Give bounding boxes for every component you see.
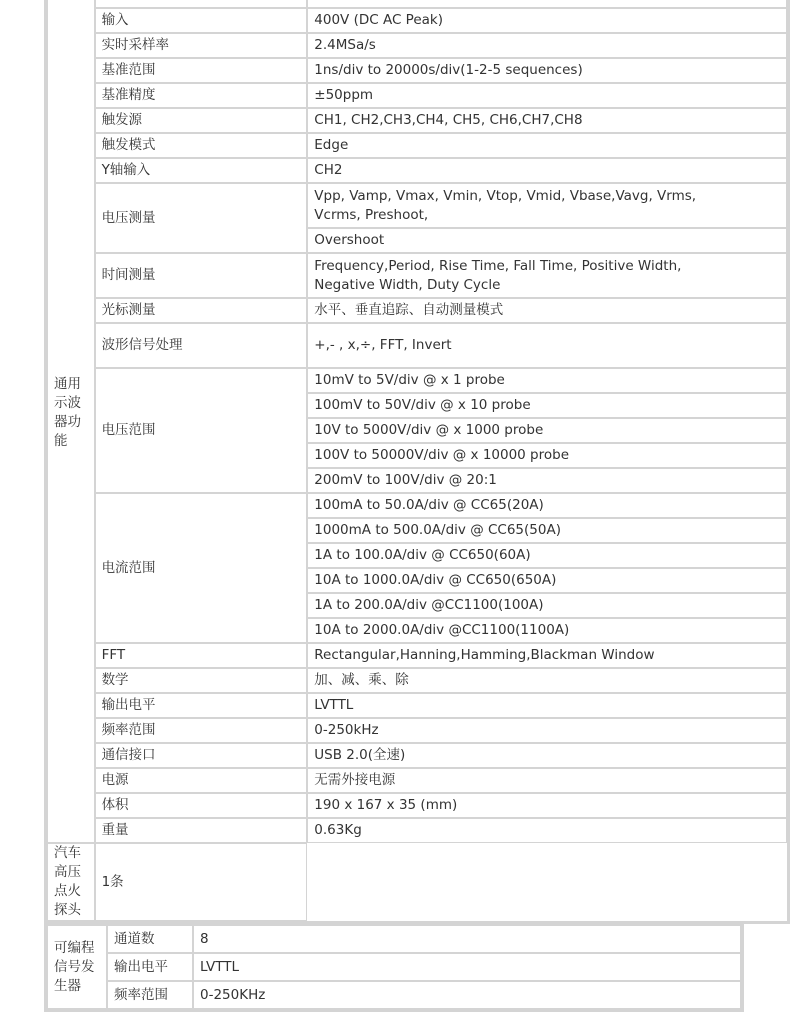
row-label: 重量 bbox=[95, 818, 308, 843]
row-value: 无需外接电源 bbox=[307, 768, 787, 793]
row-value: CH1, CH2,CH3,CH4, CH5, CH6,CH7,CH8 bbox=[307, 108, 787, 133]
table-row bbox=[47, 33, 787, 58]
table-row bbox=[47, 768, 787, 793]
row-value: 400V (DC AC Peak) bbox=[307, 8, 787, 33]
row-label: 数学 bbox=[95, 668, 308, 693]
row-label: 触发源 bbox=[95, 108, 308, 133]
row-label: 输出电平 bbox=[107, 953, 193, 981]
row-value: 1ns/div to 20000s/div(1-2-5 sequences) bbox=[307, 58, 787, 83]
table-row bbox=[47, 253, 787, 298]
row-value: 1条 bbox=[95, 843, 308, 921]
table-row bbox=[47, 368, 787, 393]
table-row bbox=[47, 925, 741, 953]
row-label: 电流范围 bbox=[95, 493, 308, 643]
row-value: CH2 bbox=[307, 158, 787, 183]
table-row bbox=[47, 743, 787, 768]
value-text: Frequency,Period, Rise Time, Fall Time, Positive Width, Negative Width, Duty Cycle bbox=[314, 257, 682, 293]
row-value: 100V to 50000V/div @ x 10000 probe bbox=[307, 443, 787, 468]
table-row bbox=[47, 108, 787, 133]
oscilloscope-spec-table bbox=[44, 0, 790, 924]
table-row bbox=[47, 793, 787, 818]
table-row bbox=[47, 953, 741, 981]
row-value: 10mV to 5V/div @ x 1 probe bbox=[307, 368, 787, 393]
row-value bbox=[307, 0, 787, 8]
row-value: 190 x 167 x 35 (mm) bbox=[307, 793, 787, 818]
table-row bbox=[47, 818, 787, 843]
table-row bbox=[47, 493, 787, 518]
row-value: Rectangular,Hanning,Hamming,Blackman Window bbox=[307, 643, 787, 668]
row-value: 100mA to 50.0A/div @ CC65(20A) bbox=[307, 493, 787, 518]
value-text: Vpp, Vamp, Vmax, Vmin, Vtop, Vmid, Vbase,Vavg, Vrms, Vcrms, Preshoot, bbox=[314, 187, 697, 223]
row-label: 波形信号处理 bbox=[95, 323, 308, 368]
generator-spec-table bbox=[44, 922, 744, 1012]
row-value: USB 2.0(全速) bbox=[307, 743, 787, 768]
table-row bbox=[47, 323, 787, 368]
row-value: 1000mA to 500.0A/div @ CC65(50A) bbox=[307, 518, 787, 543]
row-value: Edge bbox=[307, 133, 787, 158]
row-label: 频率范围 bbox=[95, 718, 308, 743]
table-row bbox=[47, 158, 787, 183]
table-row bbox=[47, 0, 787, 8]
table-row bbox=[47, 718, 787, 743]
row-value: 1A to 200.0A/div @CC1100(100A) bbox=[307, 593, 787, 618]
row-value: 8 bbox=[193, 925, 741, 953]
row-label: 触发模式 bbox=[95, 133, 308, 158]
row-value: 10A to 2000.0A/div @CC1100(1100A) bbox=[307, 618, 787, 643]
row-label: 时间测量 bbox=[95, 253, 308, 298]
row-value: +,- , x,÷, FFT, Invert bbox=[307, 323, 787, 368]
table-row bbox=[47, 83, 787, 108]
row-value: 10A to 1000.0A/div @ CC650(650A) bbox=[307, 568, 787, 593]
row-value: 水平、垂直追踪、自动测量模式 bbox=[307, 298, 787, 323]
row-value bbox=[307, 253, 787, 298]
row-label: 频率范围 bbox=[107, 981, 193, 1009]
row-value: 0-250kHz bbox=[307, 718, 787, 743]
category-cell: 可编程信号发生器 bbox=[47, 925, 107, 1009]
row-value: 0-250KHz bbox=[193, 981, 741, 1009]
row-value: 10V to 5000V/div @ x 1000 probe bbox=[307, 418, 787, 443]
table-row bbox=[47, 58, 787, 83]
table-row bbox=[47, 693, 787, 718]
row-value: 加、减、乘、除 bbox=[307, 668, 787, 693]
table-row bbox=[47, 643, 787, 668]
row-value: LVTTL bbox=[307, 693, 787, 718]
row-label: 电压范围 bbox=[95, 368, 308, 493]
row-label: 光标测量 bbox=[95, 298, 308, 323]
row-label: 输入 bbox=[95, 8, 308, 33]
row-label: 通信接口 bbox=[95, 743, 308, 768]
row-label: 体积 bbox=[95, 793, 308, 818]
row-label: 通道数 bbox=[107, 925, 193, 953]
row-value: LVTTL bbox=[193, 953, 741, 981]
row-label: 电源 bbox=[95, 768, 308, 793]
table-row bbox=[47, 843, 787, 921]
row-label: 实时采样率 bbox=[95, 33, 308, 58]
row-label: 基准范围 bbox=[95, 58, 308, 83]
row-label: 基准精度 bbox=[95, 83, 308, 108]
table-row bbox=[47, 981, 741, 1009]
row-value: Overshoot bbox=[307, 228, 787, 253]
table-row bbox=[47, 668, 787, 693]
row-value: ±50ppm bbox=[307, 83, 787, 108]
row-label: 汽车高压点火探头 bbox=[47, 843, 95, 921]
row-label: FFT bbox=[95, 643, 308, 668]
row-value: 2.4MSa/s bbox=[307, 33, 787, 58]
row-label bbox=[95, 0, 308, 8]
table-row bbox=[47, 183, 787, 228]
row-value: 100mV to 50V/div @ x 10 probe bbox=[307, 393, 787, 418]
row-value bbox=[307, 183, 787, 228]
row-value: 200mV to 100V/div @ 20:1 bbox=[307, 468, 787, 493]
row-label: 输出电平 bbox=[95, 693, 308, 718]
table-row bbox=[47, 133, 787, 158]
row-label: 电压测量 bbox=[95, 183, 308, 253]
row-value: 0.63Kg bbox=[307, 818, 787, 843]
row-value: 1A to 100.0A/div @ CC650(60A) bbox=[307, 543, 787, 568]
row-label: Y轴输入 bbox=[95, 158, 308, 183]
category-cell: 通用示波器功能 bbox=[47, 0, 95, 843]
table-row bbox=[47, 298, 787, 323]
table-row bbox=[47, 8, 787, 33]
